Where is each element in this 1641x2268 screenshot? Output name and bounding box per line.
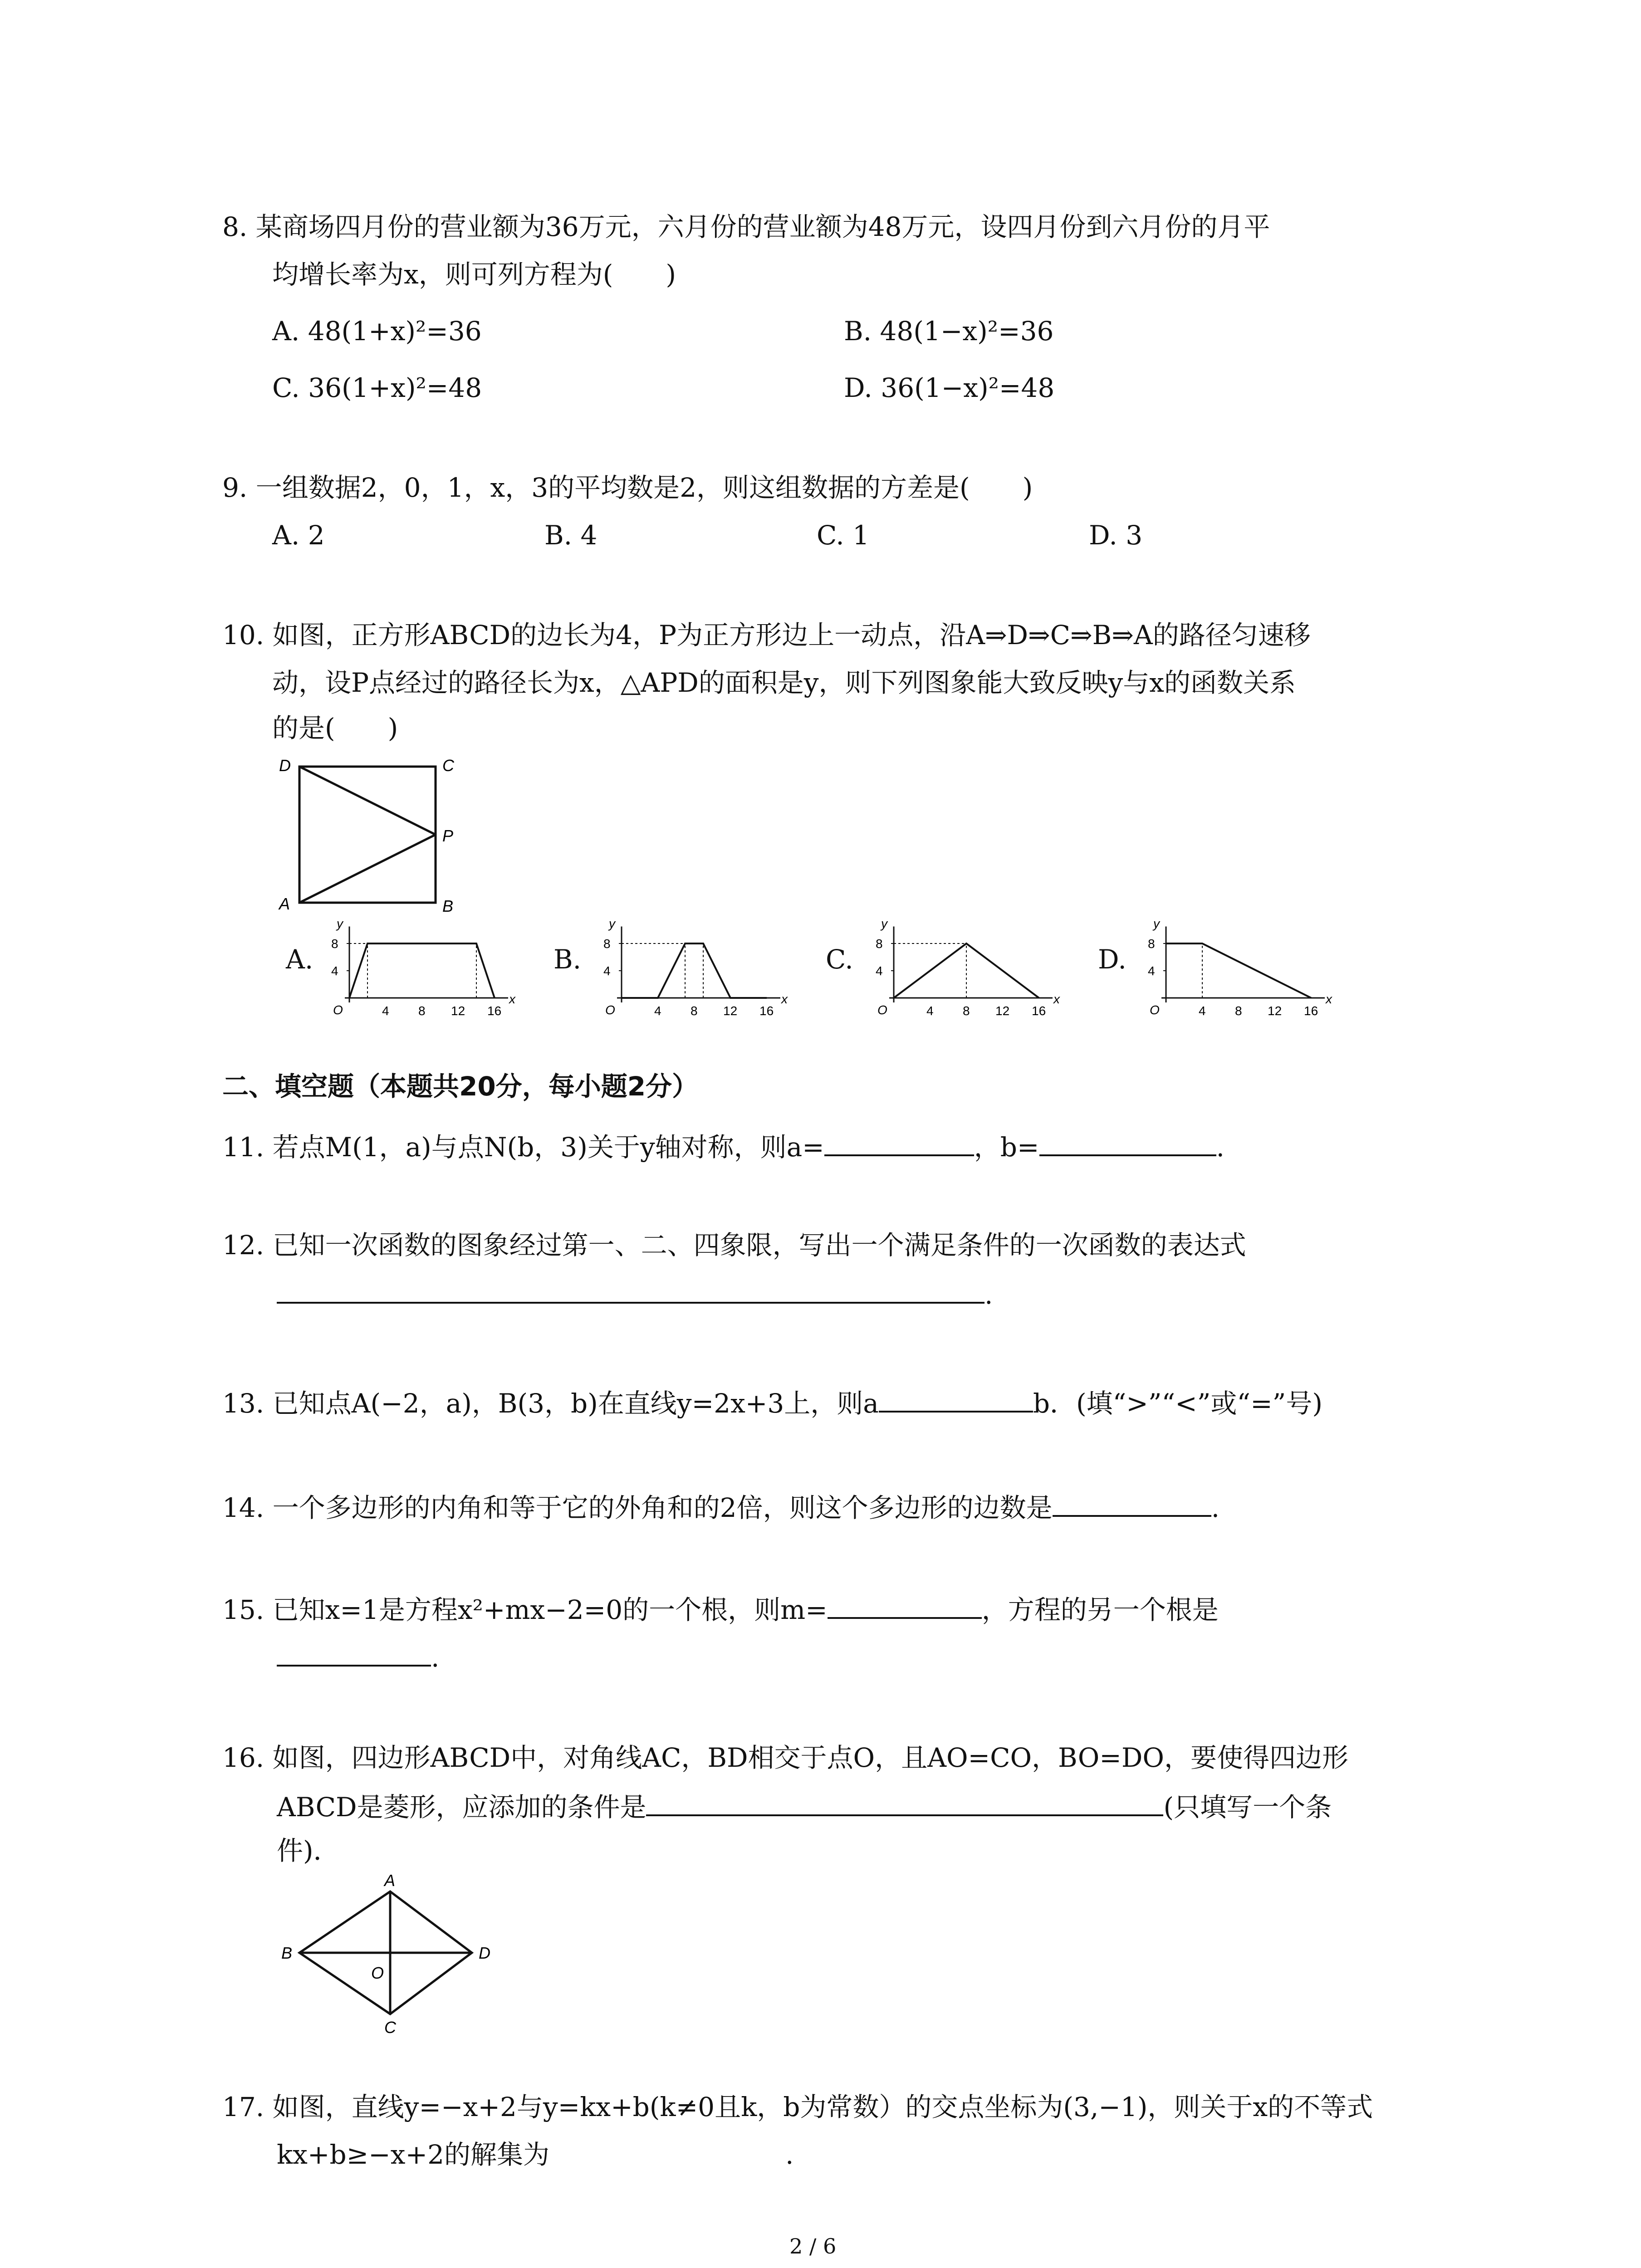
- q14-blank[interactable]: [1053, 1488, 1211, 1517]
- y-tick-label: 8: [331, 937, 338, 951]
- q11-pre: 11. 若点M(1，a)与点N(b，3)关于y轴对称，则a=: [222, 1132, 824, 1163]
- q9-option-d: D. 3: [1089, 520, 1143, 551]
- q17-line2-pre: kx+b≥−x+2的解集为: [277, 2139, 549, 2170]
- q9-option-c: C. 1: [817, 520, 870, 551]
- q9-option-b: B. 4: [544, 520, 598, 551]
- y-tick-label: 8: [1148, 937, 1155, 951]
- q8-option-b: B. 48(1−x)²=36: [844, 316, 1054, 347]
- q10-line2: 动，设P点经过的路径长为x，△APD的面积是y，则下列图象能大致反映y与x的函数关系: [272, 667, 1296, 698]
- q11-end: .: [1216, 1132, 1225, 1163]
- x-tick-label: 4: [382, 1004, 389, 1018]
- function-line: [349, 943, 495, 998]
- q8-option-d: D. 36(1−x)²=48: [844, 372, 1055, 403]
- label-c: C: [442, 756, 454, 775]
- q11: [222, 1127, 1225, 1165]
- y-tick-label: 4: [876, 964, 883, 978]
- q16-line1: 16. 如图，四边形ABCD中，对角线AC，BD相交于点O，且AO=CO，BO=DO，要使得四边形: [222, 1742, 1348, 1773]
- label-b: B: [442, 897, 454, 915]
- x-axis-label: x: [509, 992, 515, 1006]
- x-tick-label: 16: [1304, 1004, 1318, 1018]
- label-a: A: [384, 1873, 396, 1890]
- graph-option-b: [590, 907, 798, 1025]
- q11-mid: ，b=: [974, 1132, 1039, 1163]
- rhombus-figure: [272, 1873, 508, 2037]
- graph-option-c-label: C.: [826, 944, 853, 975]
- y-tick-label: 4: [331, 964, 338, 978]
- q16-line3: 件)．: [277, 1835, 340, 1866]
- graph-option-d: [1134, 907, 1343, 1025]
- function-line: [1166, 943, 1311, 998]
- section-2-heading: 二、填空题（本题共20分，每小题2分）: [222, 1071, 699, 1102]
- q15-post: ，方程的另一个根是: [981, 1594, 1219, 1625]
- y-tick-label: 8: [876, 937, 883, 951]
- q17-line1: 17. 如图，直线y=−x+2与y=kx+b(k≠0且k，b为常数）的交点坐标为(3,−1)，则关于x的不等式: [222, 2092, 1373, 2122]
- graph-option-d-label: D.: [1098, 944, 1127, 975]
- page-number: 2 / 6: [789, 2234, 837, 2258]
- origin-label: O: [605, 1003, 615, 1017]
- q10-line3: 的是( ): [272, 713, 398, 743]
- square-abcd: [299, 767, 436, 903]
- label-o: O: [371, 1964, 384, 1982]
- q9-line1: 9. 一组数据2，0，1，x，3的平均数是2，则这组数据的方差是( ): [222, 472, 1033, 503]
- q15: [222, 1590, 1219, 1628]
- x-tick-label: 12: [995, 1004, 1010, 1018]
- x-tick-label: 8: [963, 1004, 970, 1018]
- q14-pre: 14. 一个多边形的内角和等于它的外角和的2倍，则这个多边形的边数是: [222, 1492, 1053, 1523]
- x-tick-label: 8: [691, 1004, 698, 1018]
- q8-line1: 8. 某商场四月份的营业额为36万元，六月份的营业额为48万元，设四月份到六月份的月平: [222, 211, 1270, 242]
- label-c: C: [384, 2018, 396, 2037]
- y-tick-label: 4: [1148, 964, 1155, 978]
- graph-option-a-label: A.: [286, 944, 314, 975]
- q16-blank[interactable]: [646, 1787, 1163, 1816]
- q11-blank-a[interactable]: [824, 1127, 974, 1156]
- x-axis-label: x: [1053, 992, 1060, 1006]
- graph-option-a: [318, 907, 526, 1025]
- x-tick-label: 8: [418, 1004, 426, 1018]
- q13-pre: 13. 已知点A(−2，a)，B(3，b)在直线y=2x+3上，则a: [222, 1388, 879, 1419]
- q13-blank[interactable]: [879, 1383, 1033, 1413]
- x-tick-label: 12: [723, 1004, 738, 1018]
- y-axis-label: y: [337, 916, 343, 931]
- q8-line2: 均增长率为x，则可列方程为( ): [272, 259, 676, 290]
- q15-pre: 15. 已知x=1是方程x²+mx−2=0的一个根，则m=: [222, 1594, 828, 1625]
- q16-line2: [277, 1787, 1332, 1825]
- x-tick-label: 12: [1268, 1004, 1282, 1018]
- label-p: P: [442, 826, 454, 845]
- q12-blank[interactable]: [277, 1275, 985, 1304]
- function-line: [622, 943, 767, 998]
- label-b: B: [281, 1944, 293, 1962]
- x-tick-label: 12: [451, 1004, 465, 1018]
- q12-line1: 12. 已知一次函数的图象经过第一、二、四象限，写出一个满足条件的一次函数的表达式: [222, 1230, 1246, 1261]
- segment-ap: [299, 835, 436, 903]
- x-tick-label: 8: [1235, 1004, 1242, 1018]
- graph-option-c: [862, 907, 1071, 1025]
- square-figure: [272, 753, 463, 916]
- x-axis-label: x: [1326, 992, 1332, 1006]
- segment-dp: [299, 767, 436, 835]
- label-d: D: [479, 1944, 490, 1962]
- y-axis-label: y: [1153, 916, 1160, 931]
- label-d: D: [279, 756, 291, 775]
- q15-blank-root[interactable]: [277, 1637, 431, 1667]
- q12-end: .: [985, 1279, 993, 1310]
- label-a: A: [279, 894, 290, 913]
- q13: [222, 1383, 1323, 1422]
- q16-line2-pre: ABCD是菱形，应添加的条件是: [277, 1792, 647, 1823]
- y-axis-label: y: [881, 916, 887, 931]
- y-axis-label: y: [609, 916, 615, 931]
- x-tick-label: 16: [759, 1004, 774, 1018]
- x-tick-label: 16: [1032, 1004, 1046, 1018]
- q14-end: .: [1211, 1492, 1220, 1523]
- q9-option-a: A. 2: [272, 520, 325, 551]
- q17-line2: [277, 2136, 794, 2173]
- origin-label: O: [333, 1003, 343, 1017]
- x-tick-label: 4: [1199, 1004, 1206, 1018]
- q8-option-a: A. 48(1+x)²=36: [272, 316, 482, 347]
- q15-line2: [277, 1637, 439, 1676]
- graph-option-b-label: B.: [554, 944, 582, 975]
- x-tick-label: 4: [926, 1004, 934, 1018]
- q13-post: b．(填“>”“<”或“=”号): [1033, 1388, 1323, 1419]
- q8-option-c: C. 36(1+x)²=48: [272, 372, 482, 403]
- q15-end: .: [431, 1642, 440, 1673]
- x-tick-label: 16: [487, 1004, 502, 1018]
- origin-label: O: [1150, 1003, 1160, 1017]
- q16-line2-post: (只填写一个条: [1163, 1792, 1332, 1823]
- x-tick-label: 4: [654, 1004, 661, 1018]
- x-axis-label: x: [781, 992, 788, 1006]
- y-tick-label: 8: [603, 937, 611, 951]
- origin-label: O: [877, 1003, 887, 1017]
- q11-blank-b[interactable]: [1039, 1127, 1216, 1156]
- q10-line1: 10. 如图，正方形ABCD的边长为4，P为正方形边上一动点，沿A⇒D⇒C⇒B⇒A的路径匀速移: [222, 620, 1311, 650]
- y-tick-label: 4: [603, 964, 611, 978]
- q17-line2-end: .: [785, 2139, 794, 2170]
- q14: [222, 1488, 1220, 1526]
- q15-blank-m[interactable]: [828, 1590, 982, 1619]
- q12-line2: [277, 1275, 993, 1313]
